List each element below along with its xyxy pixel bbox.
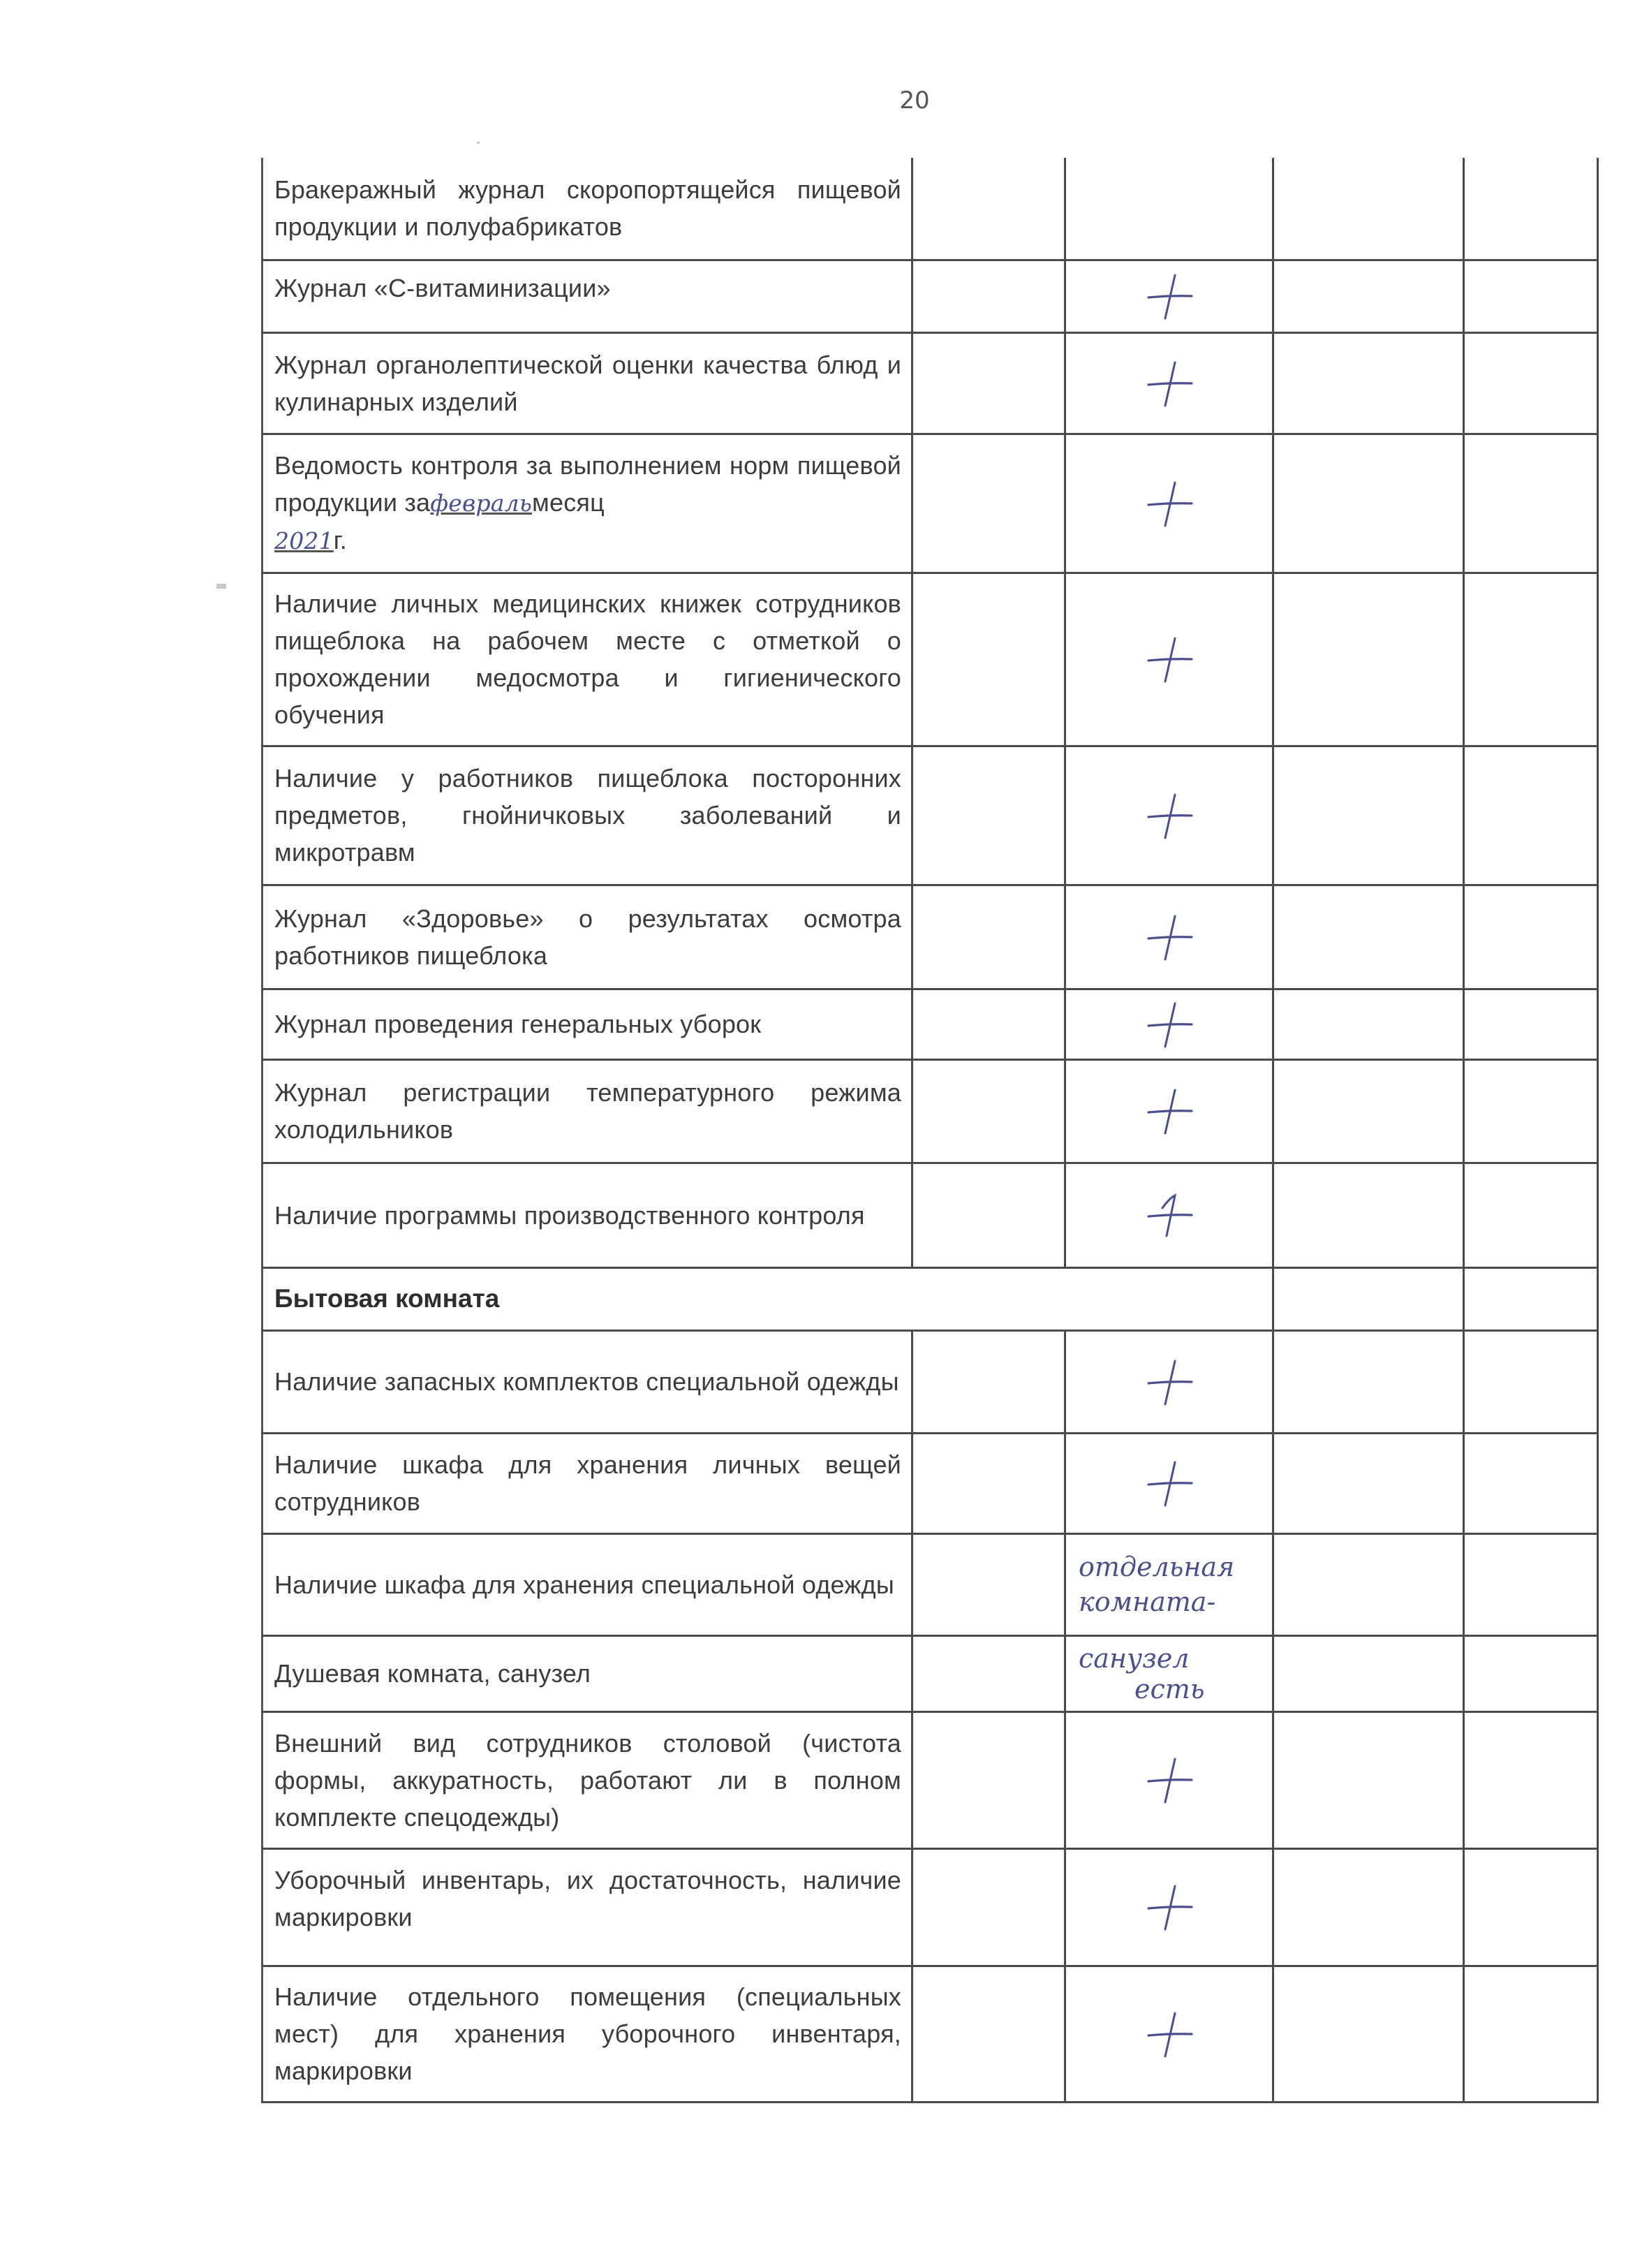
note-line: санузел [1079,1642,1190,1674]
empty-cell [1273,1433,1464,1533]
empty-cell [1273,1059,1464,1163]
empty-cell [912,1163,1065,1267]
mark-cell [1065,1848,1273,1966]
item-cell [262,1059,912,1163]
item-text: Наличие запасных комплектов специальной одежды [274,1367,899,1396]
mark-cell [1065,1711,1273,1848]
item-text: Наличие отдельного помещения (специальных мест) для хранения уборочного инвентаря, маркировки [274,1982,901,2085]
item-text: Бракеражный журнал скоропортящейся пищевой продукции и полуфабрикатов [274,175,901,242]
plus-mark-icon [1066,631,1272,687]
item-cell [262,1533,912,1635]
empty-cell [1273,746,1464,885]
item-cell [262,1330,912,1433]
mark-cell [1065,158,1273,260]
item-text: Наличие у работников пищеблока посторонних предметов, гнойничковых заболеваний и микротравм [274,764,901,867]
empty-cell [1273,1635,1464,1711]
item-text: Наличие программы производственного контроля [274,1200,865,1230]
empty-cell [1464,332,1598,434]
note-cell [1065,1635,1273,1711]
empty-cell [1464,1330,1598,1433]
plus-mark-icon [1066,1752,1272,1808]
empty-cell [912,1635,1065,1711]
page-number: 20 [899,87,930,115]
item-cell [262,1711,912,1848]
plus-mark-icon [1066,1455,1272,1511]
item-text: Журнал регистрации температурного режима холодильников [274,1078,901,1144]
item-cell [262,885,912,989]
empty-cell [1464,1635,1598,1711]
empty-cell [1273,1163,1464,1267]
empty-cell [1464,1848,1598,1966]
note-line: отдельная [1079,1552,1235,1582]
empty-cell [1464,746,1598,885]
handwritten-month: февраль [430,489,533,517]
empty-cell [1464,1433,1598,1533]
plus-mark-icon [1066,2006,1272,2062]
empty-cell [912,1966,1065,2102]
section-cell [262,1267,1273,1330]
item-text: Журнал «Здоровье» о результатах осмотра работников пищеблока [274,904,901,970]
section-title: Бытовая комната [274,1284,500,1313]
empty-cell [912,1059,1065,1163]
item-text: Наличие личных медицинских книжек сотрудников пищеблока на рабочем месте с отметкой о прохождении медосмотра и гигиенического обучения [274,589,901,729]
plus-mark-icon [1066,909,1272,965]
checklist-table [261,158,1599,2103]
note-line: есть [1134,1673,1205,1704]
item-cell [262,434,912,573]
empty-cell [1273,573,1464,746]
empty-cell [1273,989,1464,1059]
mark-cell [1065,1433,1273,1533]
mark-cell [1065,989,1273,1059]
table-row [262,1330,1598,1433]
empty-cell [1273,1711,1464,1848]
empty-cell [1464,434,1598,573]
item-cell [262,1966,912,2102]
plus-mark-icon [1066,1354,1272,1410]
item-text: Наличие шкафа для хранения личных вещей сотрудников [274,1450,901,1516]
item-cell [262,746,912,885]
empty-cell [912,158,1065,260]
item-text: Внешний вид сотрудников столовой (чистота формы, аккуратность, работают ли в полном комплекте спецодежды) [274,1728,901,1832]
mark-cell [1065,1330,1273,1433]
empty-cell [1464,158,1598,260]
item-text: Журнал органолептической оценки качества блюд и кулинарных изделий [274,350,901,416]
item-text-middle: месяц [532,488,605,517]
item-text: Наличие шкафа для хранения специальной одежды [274,1570,894,1599]
plus-mark-icon [1066,476,1272,531]
mark-cell [1065,885,1273,989]
empty-cell [1273,332,1464,434]
empty-cell [1273,158,1464,260]
table-row [262,1433,1598,1533]
empty-cell [912,1533,1065,1635]
item-cell [262,989,912,1059]
empty-cell [912,260,1065,332]
empty-cell [912,1848,1065,1966]
empty-cell [1464,1966,1598,2102]
item-cell [262,1635,912,1711]
empty-cell [1273,1848,1464,1966]
empty-cell [1464,1059,1598,1163]
table-row [262,1711,1598,1848]
scan-speck [216,584,226,589]
empty-cell [1273,260,1464,332]
table-row [262,1533,1598,1635]
empty-cell [912,1711,1065,1848]
table-row [262,260,1598,332]
empty-cell [1464,1267,1598,1330]
mark-cell [1065,260,1273,332]
mark-cell [1065,1059,1273,1163]
item-text [263,443,911,564]
plus-mark-icon [1066,268,1272,324]
empty-cell [1464,1711,1598,1848]
plus-mark-icon [1066,1187,1272,1243]
table-row [262,1059,1598,1163]
empty-cell [1273,885,1464,989]
item-text: Уборочный инвентарь, их достаточность, наличие маркировки [274,1866,901,1931]
item-cell [262,158,912,260]
item-cell [262,1433,912,1533]
empty-cell [912,1433,1065,1533]
note-cell [1065,1533,1273,1635]
section-row [262,1267,1598,1330]
empty-cell [1464,573,1598,746]
item-text-after: г. [333,526,347,554]
plus-mark-icon [1066,1879,1272,1935]
handwritten-year: 2021 [274,527,334,554]
mark-cell [1065,746,1273,885]
empty-cell [912,746,1065,885]
table-row [262,1848,1598,1966]
table-row [262,989,1598,1059]
empty-cell [1273,434,1464,573]
item-cell [262,1163,912,1267]
empty-cell [912,332,1065,434]
item-text: Журнал проведения генеральных уборок [274,1010,762,1038]
empty-cell [912,1330,1065,1433]
table-row [262,1635,1598,1711]
table-row [262,1163,1598,1267]
empty-cell [1273,1330,1464,1433]
empty-cell [1464,260,1598,332]
empty-cell [912,989,1065,1059]
mark-cell [1065,434,1273,573]
mark-cell [1065,573,1273,746]
empty-cell [1273,1533,1464,1635]
item-cell [262,260,912,332]
empty-cell [1464,1163,1598,1267]
empty-cell [1273,1966,1464,2102]
empty-cell [912,573,1065,746]
plus-mark-icon [1066,788,1272,844]
table-row [262,885,1598,989]
empty-cell [1464,885,1598,989]
empty-cell [1464,1533,1598,1635]
table-row [262,746,1598,885]
item-text: Душевая комната, санузел [274,1659,591,1688]
plus-mark-icon [1066,1083,1272,1139]
table-row [262,332,1598,434]
item-cell [262,1848,912,1966]
plus-mark-icon [1066,996,1272,1052]
table-row [262,573,1598,746]
item-cell [262,573,912,746]
empty-cell [912,434,1065,573]
note-line: комната- [1079,1586,1216,1617]
handwritten-note [1066,1643,1272,1704]
mark-cell [1065,1163,1273,1267]
mark-cell [1065,332,1273,434]
table-row [262,1966,1598,2102]
empty-cell [912,885,1065,989]
scan-speck [477,142,480,144]
table-row [262,434,1598,573]
mark-cell [1065,1966,1273,2102]
item-cell [262,332,912,434]
handwritten-note [1066,1549,1272,1619]
plus-mark-icon [1066,355,1272,411]
empty-cell [1464,989,1598,1059]
table-row [262,158,1598,260]
item-text: Журнал «С-витаминизации» [274,273,611,302]
item-text-before: Ведомость контроля за выполнением норм пищевой продукции за [274,451,901,517]
empty-cell [1273,1267,1464,1330]
